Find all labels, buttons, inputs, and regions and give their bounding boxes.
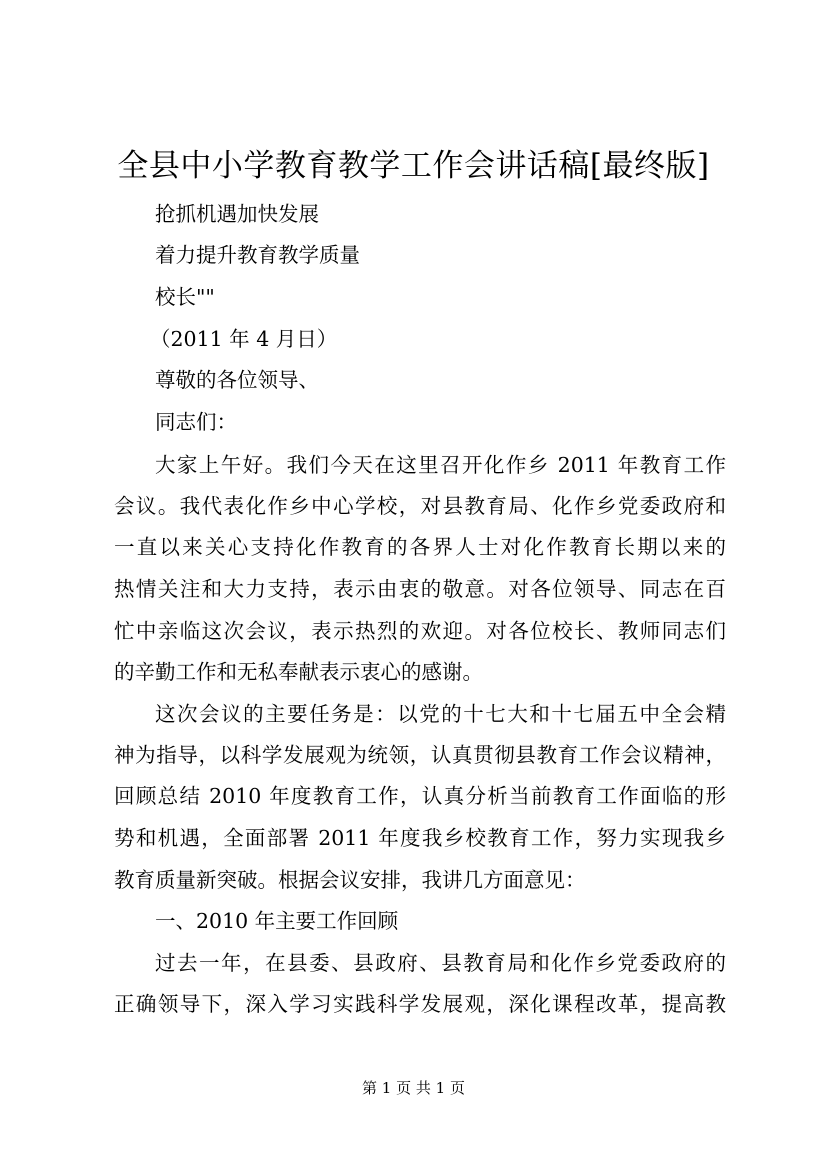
paragraph-line: 一直以来关心支持化作教育的各界人士对化作教育长期以来的 bbox=[114, 535, 726, 559]
salutation-line: 尊敬的各位领导、 bbox=[155, 368, 319, 392]
paragraph-line: 正确领导下，深入学习实践科学发展观，深化课程改革，提高教 bbox=[114, 992, 726, 1016]
heading-line: 校长"" bbox=[155, 285, 215, 309]
paragraph-line: 过去一年，在县委、县政府、县教育局和化作乡党委政府的 bbox=[155, 951, 726, 975]
paragraph-line: 的辛勤工作和无私奉献表示衷心的感谢。 bbox=[114, 660, 483, 684]
paragraph-line: 神为指导，以科学发展观为统领，认真贯彻县教育工作会议精神， bbox=[114, 743, 726, 767]
paragraph-line: 势和机遇，全面部署 2011 年度我乡校教育工作，努力实现我乡 bbox=[114, 826, 726, 850]
section-heading: 一、2010 年主要工作回顾 bbox=[155, 909, 399, 933]
paragraph-line: 热情关注和大力支持，表示由衷的敬意。对各位领导、同志在百 bbox=[114, 577, 726, 601]
page-footer: 第 1 页 共 1 页 bbox=[362, 1079, 465, 1097]
heading-line: 着力提升教育教学质量 bbox=[155, 243, 360, 267]
paragraph-line: 会议。我代表化作乡中心学校，对县教育局、化作乡党委政府和 bbox=[114, 494, 726, 518]
paragraph-line: 忙中亲临这次会议，表示热烈的欢迎。对各位校长、教师同志们 bbox=[114, 619, 726, 643]
paragraph-line: 回顾总结 2010 年度教育工作，认真分析当前教育工作面临的形 bbox=[114, 784, 726, 808]
document-title: 全县中小学教育教学工作会讲话稿[最终版] bbox=[117, 148, 710, 184]
paragraph-line: 教育质量新突破。根据会议安排，我讲几方面意见： bbox=[114, 868, 586, 892]
salutation-line: 同志们： bbox=[155, 410, 237, 434]
paragraph-line: 这次会议的主要任务是：以党的十七大和十七届五中全会精 bbox=[155, 702, 726, 726]
date-line: （2011 年 4 月日） bbox=[150, 327, 338, 351]
heading-line: 抢抓机遇加快发展 bbox=[155, 202, 319, 226]
paragraph-line: 大家上午好。我们今天在这里召开化作乡 2011 年教育工作 bbox=[155, 453, 726, 477]
